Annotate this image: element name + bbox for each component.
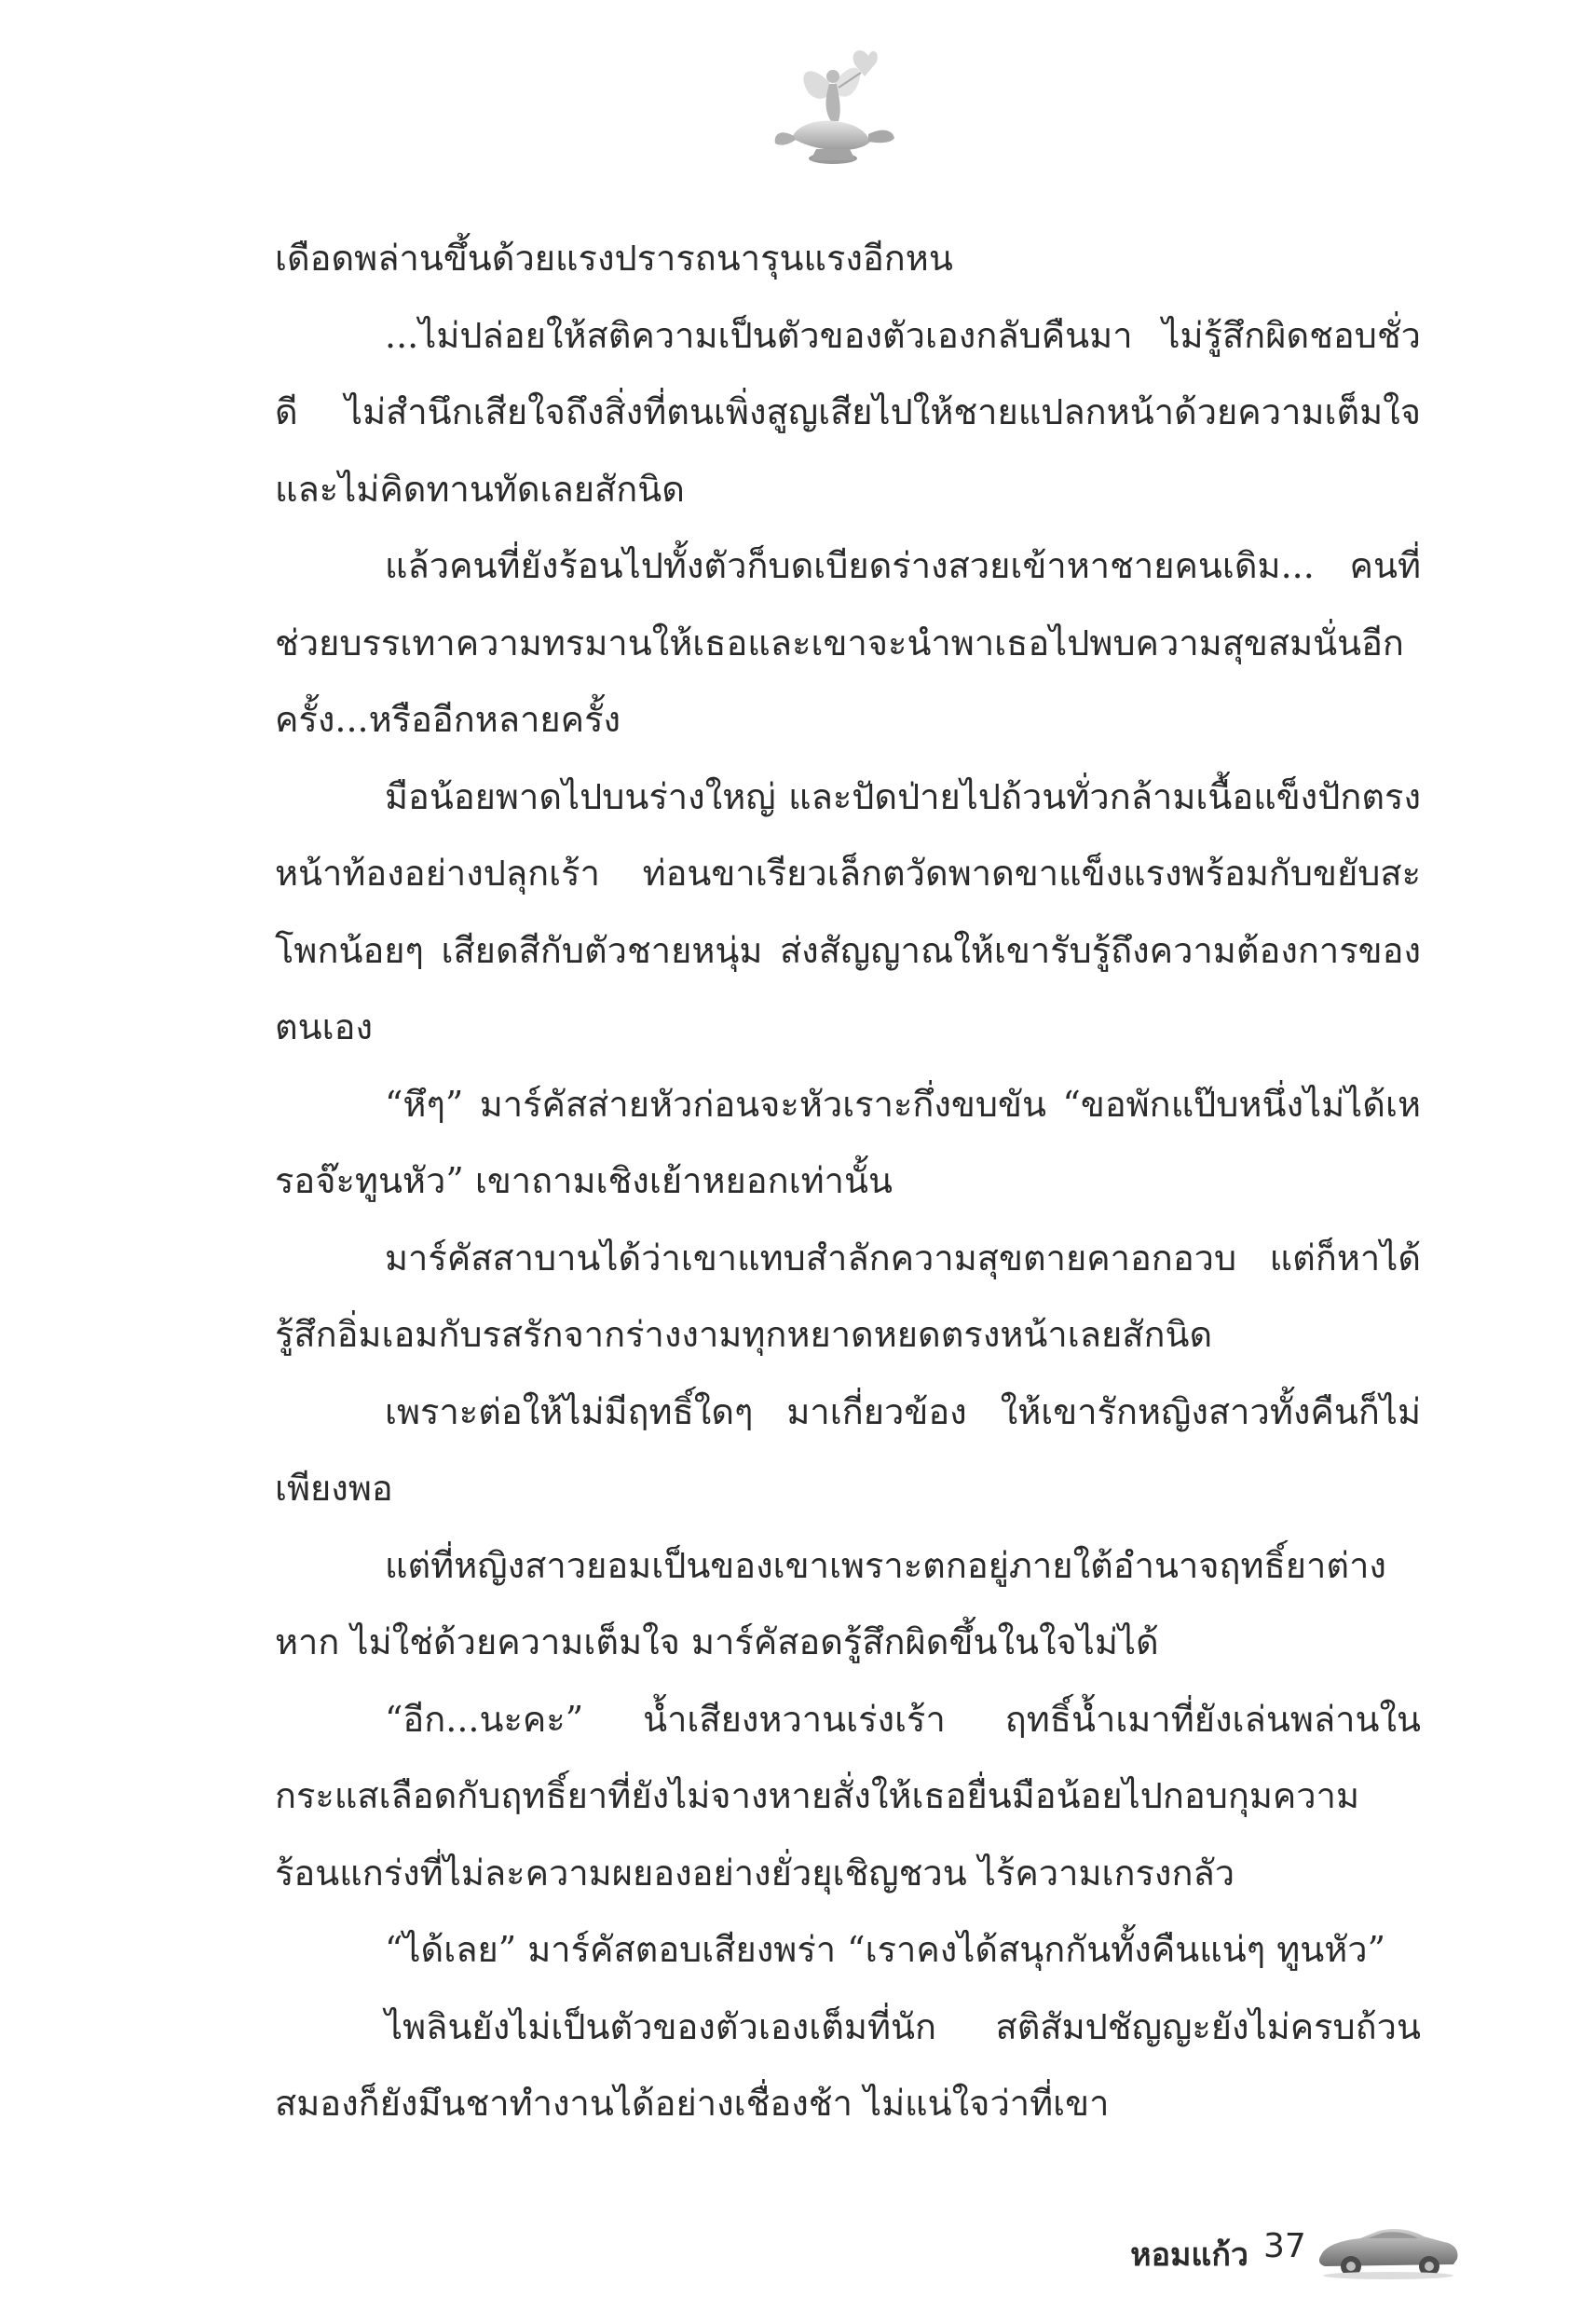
car-icon bbox=[1314, 2218, 1463, 2283]
paragraph: ...ไม่ปล่อยให้สติความเป็นตัวของตัวเองกลับคืนมา ไม่รู้สึกผิดชอบชั่วดี ไม่สำนึกเสียใจถึงสิ่งที่ตนเพิ่งสูญเสียไปให้ชายแปลกหน้าด้วยความเต็มใจและไม่คิดทานทัดเลยสักนิด bbox=[275, 314, 1421, 510]
paragraph: มือน้อยพาดไปบนร่างใหญ่ และปัดป่ายไปถ้วนทั่วกล้ามเนื้อแข็งปักตรงหน้าท้องอย่างปลุกเร้า ท่อนขาเรียวเล็กตวัดพาดขาแข็งแรงพร้อมกับขยับสะโพกน้อยๆ เสียดสีกับตัวชายหนุ่ม ส่งสัญญาณให้เขารับรู้ถึงความต้องการของตนเอง bbox=[275, 775, 1421, 1047]
paragraph: “อีก...นะคะ” น้ำเสียงหวานเร่งเร้า ฤทธิ์น้ำเมาที่ยังเล่นพล่านในกระแสเลือดกับฤทธิ์ยาที่ยังไม่จางหายสั่งให้เธอยื่นมือน้อยไปกอบกุมความร้อนแกร่งที่ไม่ละความผยองอย่างยั่วยุเชิญชวน ไร้ความเกรงกลัว bbox=[275, 1698, 1421, 1894]
paragraph: “หึๆ” มาร์คัสส่ายหัวก่อนจะหัวเราะกึ่งขบขัน “ขอพักแป๊บหนึ่งไม่ได้เหรอจ๊ะทูนหัว” เขาถามเชิงเย้าหยอกเท่านั้น bbox=[275, 1083, 1421, 1201]
fairy-teapot-ornament-icon bbox=[764, 45, 904, 175]
paragraph: เพราะต่อให้ไม่มีฤทธิ์ใดๆ มาเกี่ยวข้อง ให้เขารักหญิงสาวทั้งคืนก็ไม่เพียงพอ bbox=[275, 1390, 1421, 1509]
body-text bbox=[275, 220, 1421, 2142]
paragraph: มาร์คัสสาบานได้ว่าเขาแทบสำลักความสุขตายคาอกอวบ แต่ก็หาได้รู้สึกอิ่มเอมกับรสรักจากร่างงามทุกหยาดหยดตรงหน้าเลยสักนิด bbox=[275, 1237, 1421, 1355]
paragraph: ไพลินยังไม่เป็นตัวของตัวเองเต็มที่นัก สติสัมปชัญญะยังไม่ครบถ้วน สมองก็ยังมึนชาทำงานได้อย่างเชื่องช้า ไม่แน่ใจว่าที่เขา bbox=[275, 2005, 1421, 2124]
page-number: 37 bbox=[1263, 2227, 1306, 2265]
paragraph: แต่ที่หญิงสาวยอมเป็นของเขาเพราะตกอยู่ภายใต้อำนาจฤทธิ์ยาต่างหาก ไม่ใช่ด้วยความเต็มใจ มาร์คัสอดรู้สึกผิดขึ้นในใจไม่ได้ bbox=[275, 1544, 1386, 1662]
book-title: หอมแก้ว bbox=[1130, 2236, 1248, 2274]
paragraph: “ได้เลย” มาร์คัสตอบเสียงพร่า “เราคงได้สนุกกันทั้งคืนแน่ๆ ทูนหัว” bbox=[385, 1929, 1386, 1970]
page-footer bbox=[1071, 2218, 1463, 2283]
paragraph: แล้วคนที่ยังร้อนไปทั้งตัวก็บดเบียดร่างสวยเข้าหาชายคนเดิม... คนที่ช่วยบรรเทาความทรมานให้เธอและเขาจะนำพาเธอไปพบความสุขสมนั่นอีกครั้ง...หรืออีกหลายครั้ง bbox=[275, 545, 1421, 740]
paragraph: เดือดพล่านขึ้นด้วยแรงปรารถนารุนแรงอีกหน bbox=[275, 238, 953, 279]
